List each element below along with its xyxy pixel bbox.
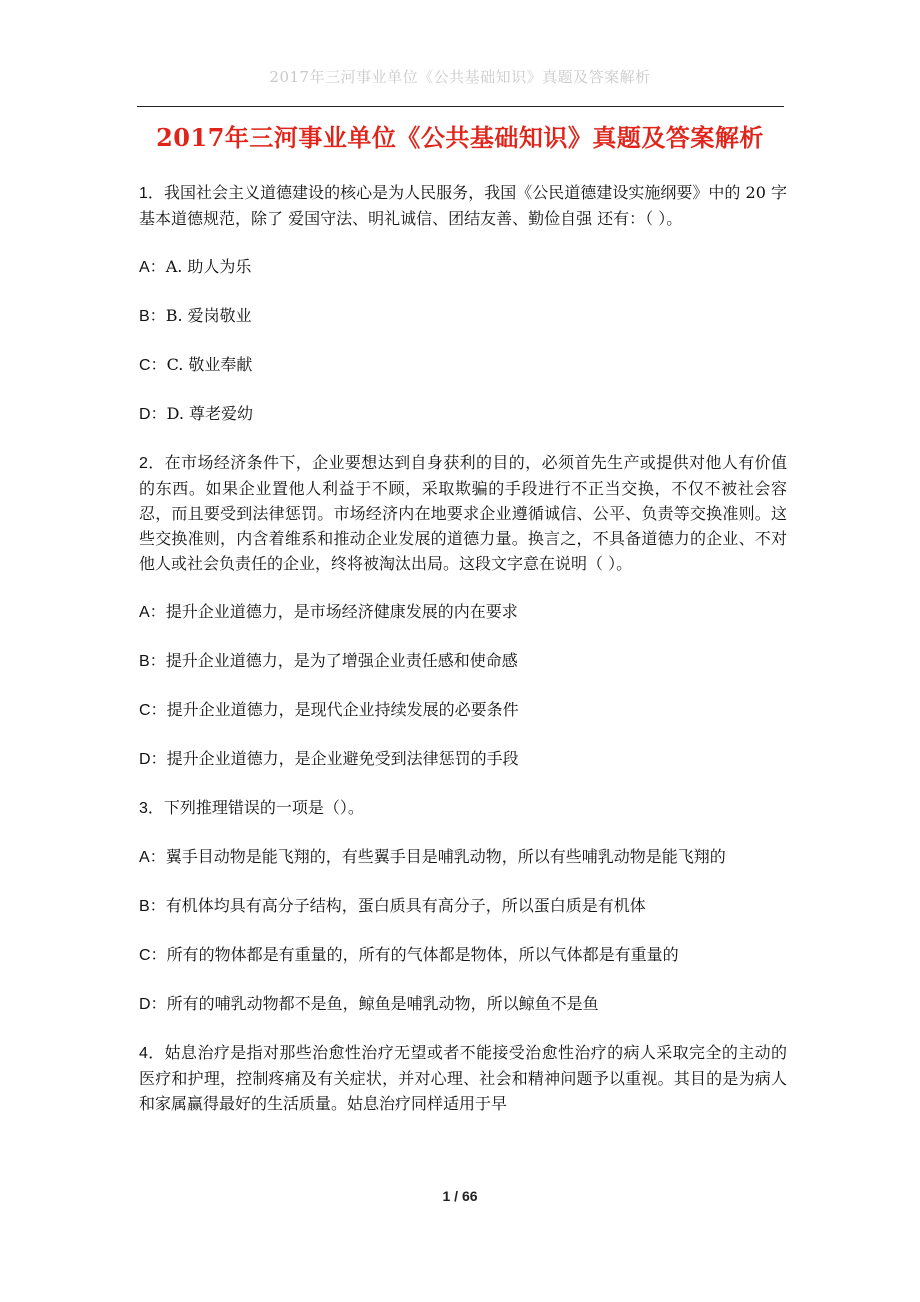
- option-text: D. 尊老爱幼: [166, 404, 253, 423]
- question-number: 3．: [139, 800, 164, 817]
- option-key: C：: [139, 702, 167, 719]
- question-2-option-b: [139, 648, 787, 674]
- question-3: [139, 795, 787, 821]
- question-text: 在市场经济条件下，企业要想达到自身获利的目的，必须首先生产或提供对他人有价值的东西。如果企业置他人利益于不顾，采取欺骗的手段进行不正当交换，不仅不被社会容忍，而且要受到法律惩罚。市场经济内在地要求企业遵循诚信、公平、负责等交换准则。这些交换准则，内含着维系和推动企业发展的道德力量。换言之，不具备道德力的企业、不对他人或社会负责任的企业，终将被淘汰出局。这段文字意在说明（ ）。: [139, 453, 787, 573]
- question-number: 1．: [139, 185, 164, 202]
- option-key: B：: [139, 653, 166, 670]
- option-text: 提升企业道德力，是企业避免受到法律惩罚的手段: [166, 749, 519, 768]
- option-key: B：: [139, 308, 166, 325]
- question-2: [139, 450, 787, 576]
- question-2-option-c: [139, 697, 787, 723]
- option-key: D：: [139, 406, 167, 423]
- question-1-option-a: [139, 254, 787, 280]
- option-key: C：: [139, 357, 167, 374]
- option-text: 有机体均具有高分子结构，蛋白质具有高分子，所以蛋白质是有机体: [165, 896, 646, 915]
- question-number: 4．: [139, 1045, 165, 1062]
- option-text: B. 爱岗敬业: [165, 306, 252, 325]
- header-divider: [137, 106, 784, 107]
- option-text: 翼手目动物是能飞翔的，有些翼手目是哺乳动物，所以有些哺乳动物是能飞翔的: [165, 847, 726, 866]
- option-text: 所有的哺乳动物都不是鱼，鲸鱼是哺乳动物，所以鲸鱼不是鱼: [166, 994, 599, 1013]
- option-key: A：: [139, 604, 166, 621]
- document-title: 2017年三河事业单位《公共基础知识》真题及答案解析: [156, 123, 764, 152]
- question-1-option-d: [139, 401, 787, 427]
- option-text: C. 敬业奉献: [166, 355, 253, 374]
- option-text: 提升企业道德力，是市场经济健康发展的内在要求: [165, 602, 518, 621]
- option-text: 所有的物体都是有重量的，所有的气体都是物体，所以气体都是有重量的: [166, 945, 679, 964]
- option-key: D：: [139, 751, 167, 768]
- option-text: A. 助人为乐: [165, 257, 252, 276]
- question-text: 下列推理错误的一项是（）。: [163, 798, 364, 817]
- question-3-option-a: [139, 844, 787, 870]
- question-4: [139, 1040, 787, 1116]
- question-text: 姑息治疗是指对那些治愈性治疗无望或者不能接受治愈性治疗的病人采取完全的主动的医疗和护理，控制疼痛及有关症状，并对心理、社会和精神问题予以重视。其目的是为病人和家属赢得最好的生活质量。姑息治疗同样适用于早: [139, 1043, 787, 1113]
- option-text: 提升企业道德力，是现代企业持续发展的必要条件: [166, 700, 519, 719]
- option-key: C：: [139, 947, 167, 964]
- option-key: A：: [139, 259, 166, 276]
- running-header: 2017年三河事业单位《公共基础知识》真题及答案解析: [269, 68, 651, 86]
- question-1-option-b: [139, 303, 787, 329]
- question-text: 我国社会主义道德建设的核心是为人民服务，我国《公民道德建设实施纲要》中的 20 字基本道德规范，除了 爱国守法、明礼诚信、团结友善、勤俭自强 还有：（ ）。: [139, 183, 787, 228]
- question-3-option-b: [139, 893, 787, 919]
- option-key: D：: [139, 996, 167, 1013]
- option-key: A：: [139, 849, 166, 866]
- question-1-option-c: [139, 352, 787, 378]
- option-text: 提升企业道德力，是为了增强企业责任感和使命感: [165, 651, 518, 670]
- page-number: 1 / 66: [442, 1188, 478, 1204]
- question-list: [139, 180, 787, 1139]
- question-3-option-c: [139, 942, 787, 968]
- question-3-option-d: [139, 991, 787, 1017]
- question-number: 2．: [139, 455, 165, 472]
- question-1: [139, 180, 787, 231]
- question-2-option-a: [139, 599, 787, 625]
- option-key: B：: [139, 898, 166, 915]
- question-2-option-d: [139, 746, 787, 772]
